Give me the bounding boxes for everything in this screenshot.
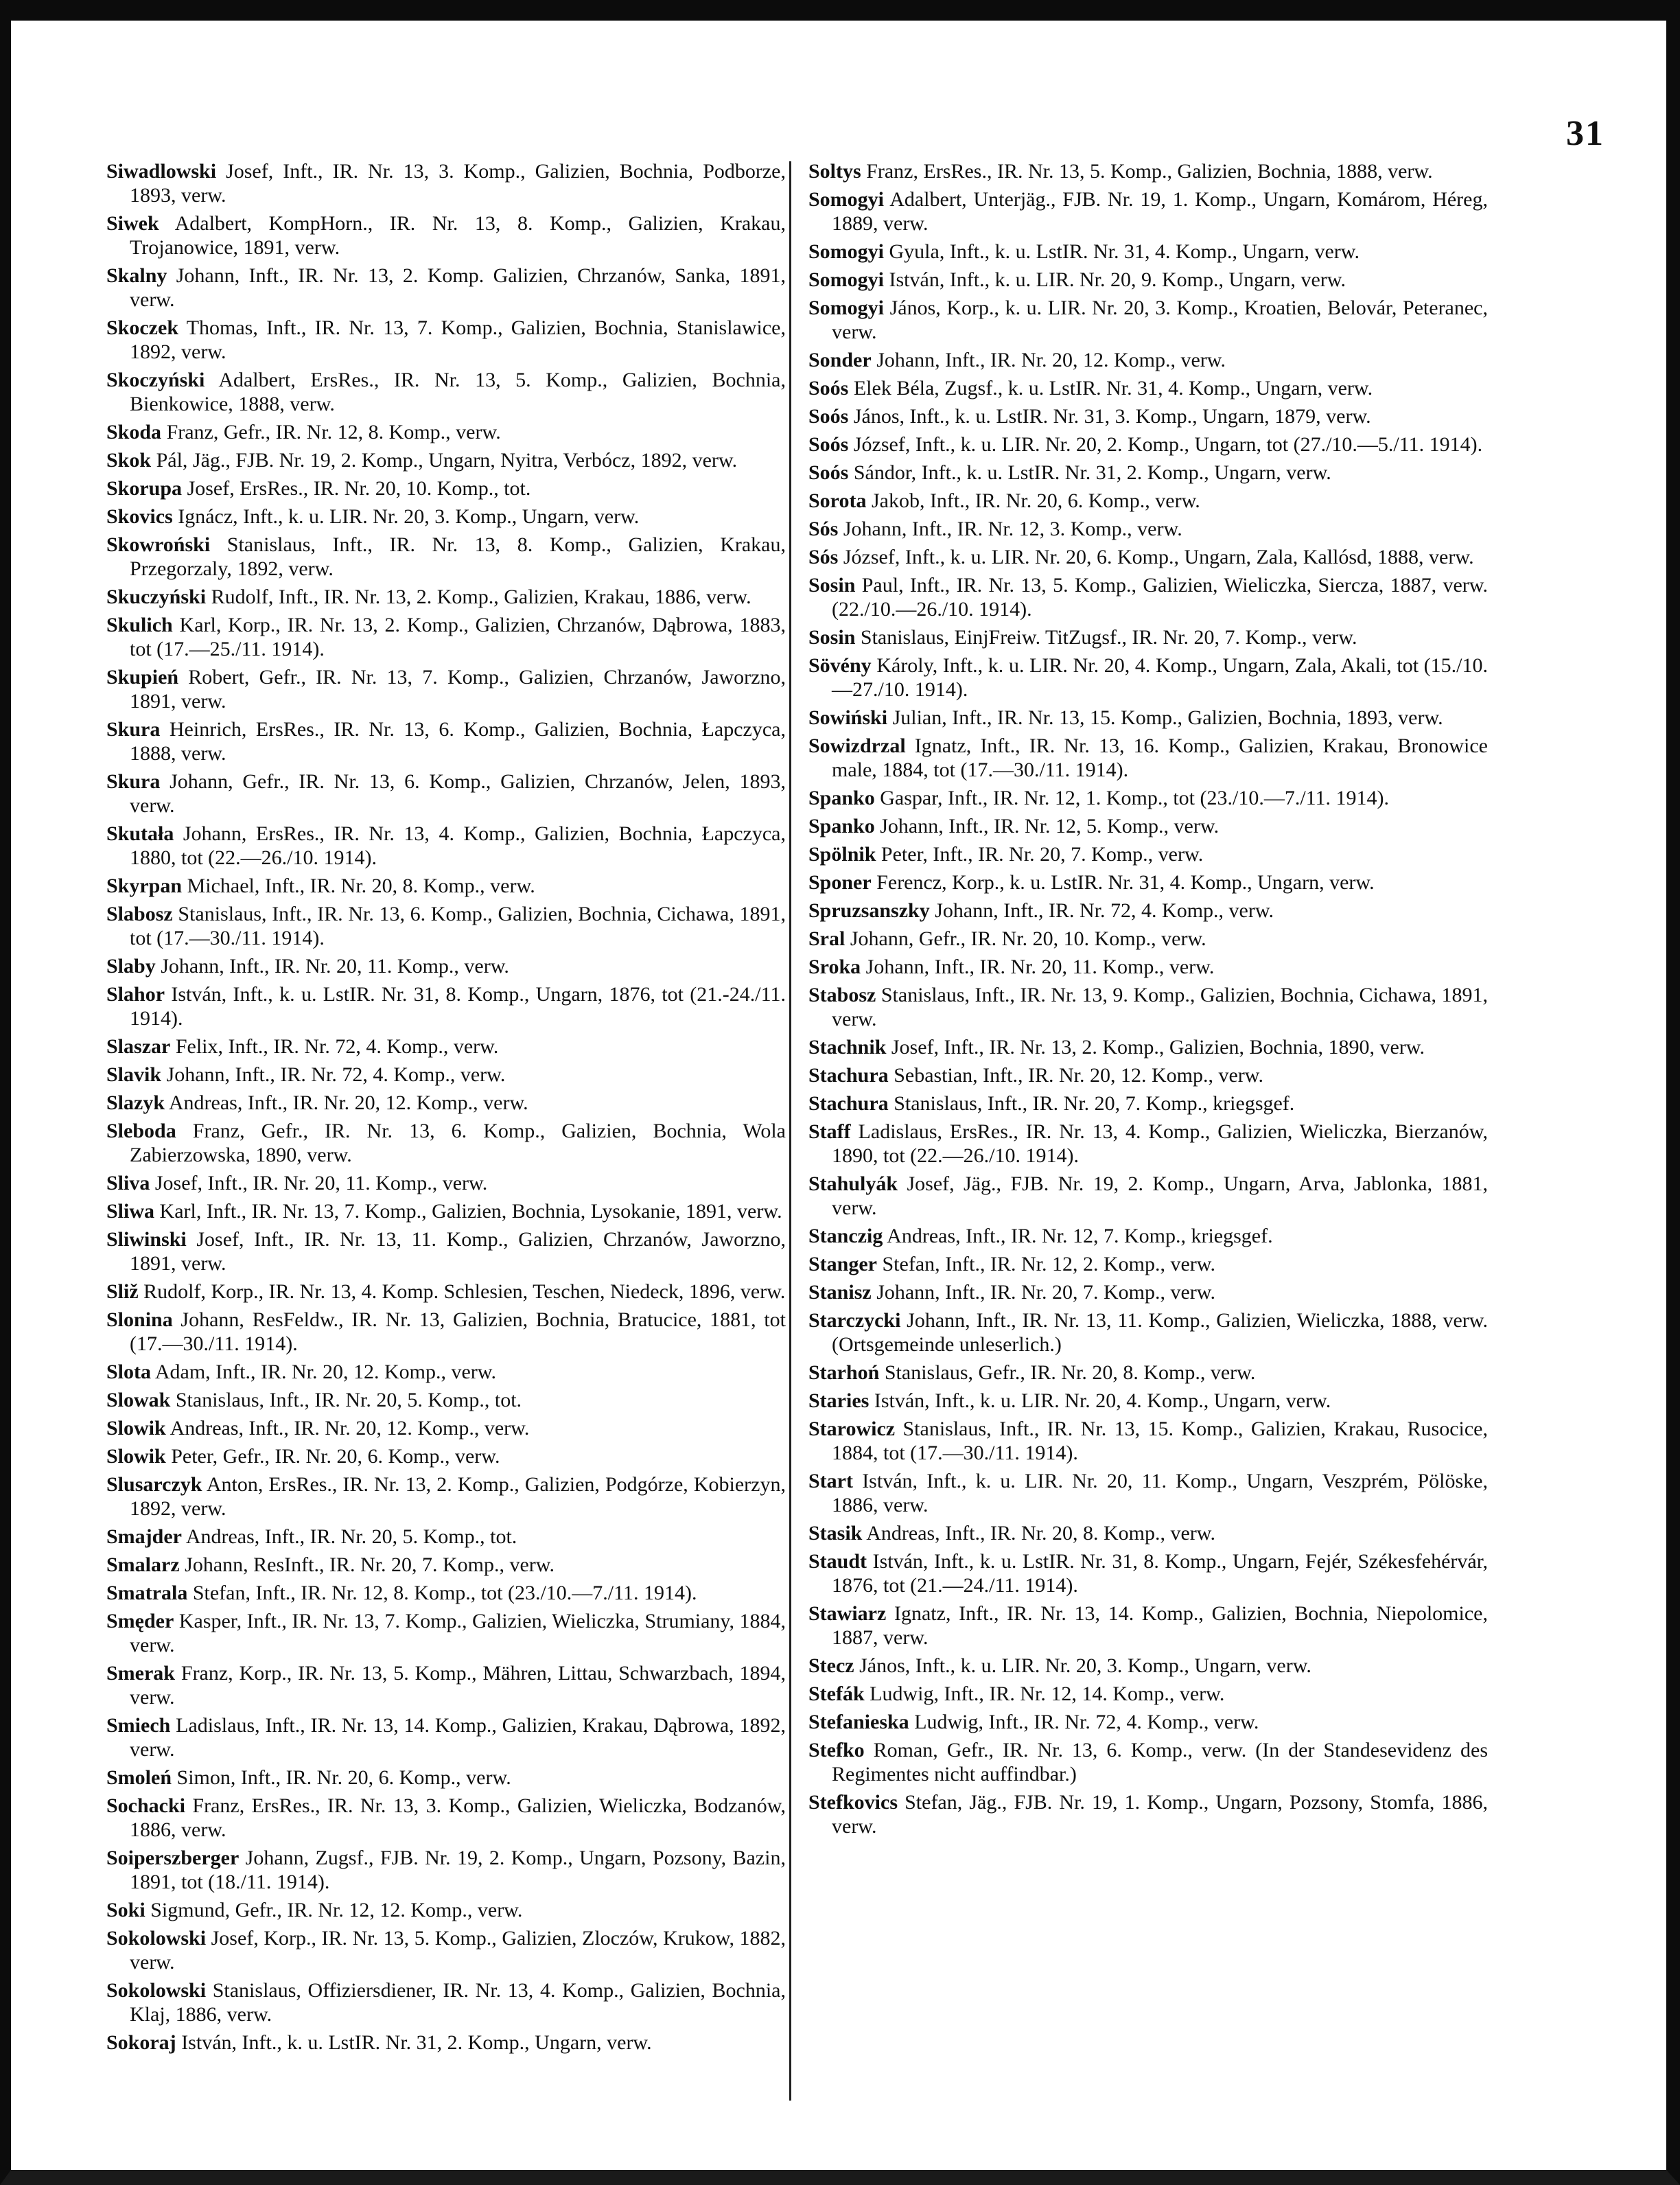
entry-details: Robert, Gefr., IR. Nr. 13, 7. Komp., Galizien, Chrzanów, Jaworzno, 1891, verw. [130,666,786,713]
casualty-entry [106,368,786,416]
casualty-entry [808,1469,1488,1517]
casualty-entry [106,1525,786,1549]
casualty-entry [808,404,1488,428]
entry-details: Johann, Zugsf., FJB. Nr. 19, 2. Komp., Ungarn, Pozsony, Bazin, 1891, tot (18./11. 1914). [130,1847,786,1893]
entry-details: Johann, Gefr., IR. Nr. 20, 10. Komp., verw. [845,927,1206,950]
entry-details: Adalbert, Unterjäg., FJB. Nr. 19, 1. Komp., Ungarn, Komárom, Héreg, 1889, verw. [832,188,1488,235]
entry-surname: Soltys [808,160,861,183]
casualty-entry [808,268,1488,292]
entry-details: Franz, Gefr., IR. Nr. 12, 8. Komp., verw. [161,421,501,443]
casualty-entry [808,187,1488,235]
entry-surname: Stanczig [808,1225,883,1247]
casualty-entry [808,927,1488,951]
casualty-entry [106,982,786,1030]
entry-details: Ladislaus, ErsRes., IR. Nr. 13, 4. Komp., Galizien, Wieliczka, Bierzanów, 1890, tot (22.—26./10. 1914). [832,1120,1488,1167]
entry-surname: Stachura [808,1064,889,1087]
entry-details: Andreas, Inft., IR. Nr. 12, 7. Komp., kriegsgef. [883,1225,1273,1247]
entry-surname: Sliž [106,1280,139,1303]
casualty-entry [106,1227,786,1275]
entry-details: Heinrich, ErsRes., IR. Nr. 13, 6. Komp., Galizien, Bochnia, Łapczyca, 1888, verw. [130,718,786,765]
entry-surname: Staff [808,1120,851,1143]
entry-details: Ignatz, Inft., IR. Nr. 13, 14. Komp., Galizien, Bochnia, Niepolomice, 1887, verw. [832,1602,1488,1649]
entry-details: István, Inft., k. u. LstIR. Nr. 31, 2. Komp., Ungarn, verw. [176,2031,652,2054]
casualty-entry [106,1091,786,1115]
entry-surname: Spanko [808,815,875,837]
entry-details: Josef, ErsRes., IR. Nr. 20, 10. Komp., tot. [182,477,531,500]
entry-details: Johann, Inft., IR. Nr. 20, 12. Komp., verw. [871,349,1226,371]
casualty-entry [808,842,1488,866]
entry-details: Andreas, Inft., IR. Nr. 20, 8. Komp., verw. [862,1522,1216,1545]
casualty-entry [106,770,786,818]
entry-details: Stanislaus, Gefr., IR. Nr. 20, 8. Komp., verw. [879,1361,1256,1384]
casualty-entry [808,461,1488,485]
entry-details: Josef, Inft., IR. Nr. 13, 3. Komp., Galizien, Bochnia, Podborze, 1893, verw. [130,160,786,207]
entry-surname: Staudt [808,1550,867,1573]
casualty-entry [106,1063,786,1087]
entry-details: Peter, Inft., IR. Nr. 20, 7. Komp., verw. [876,843,1204,866]
casualty-entry [106,1034,786,1059]
entry-surname: Siwadlowski [106,160,217,183]
entry-surname: Sochacki [106,1794,186,1817]
entry-details: Stefan, Inft., IR. Nr. 12, 2. Komp., verw. [877,1253,1215,1275]
entry-surname: Starhoń [808,1361,880,1384]
casualty-entry [106,1713,786,1761]
casualty-entry [808,573,1488,621]
casualty-entry [808,240,1488,264]
entry-details: Sándor, Inft., k. u. LstIR. Nr. 31, 2. Komp., Ungarn, verw. [848,461,1331,484]
entry-surname: Slowik [106,1417,166,1440]
entry-surname: Skutała [106,822,174,845]
casualty-entry [808,432,1488,456]
entry-surname: Skorupa [106,477,183,500]
entry-details: István, Inft., k. u. LIR. Nr. 20, 4. Komp., Ungarn, verw. [869,1389,1331,1412]
entry-details: István, Inft., k. u. LIR. Nr. 20, 9. Komp., Ungarn, verw. [884,268,1346,291]
entry-surname: Skura [106,718,161,741]
entry-details: Johann, Gefr., IR. Nr. 13, 6. Komp., Galizien, Chrzanów, Jelen, 1893, verw. [130,770,786,817]
entry-surname: Stanisz [808,1281,872,1304]
entry-details: Stanislaus, Inft., IR. Nr. 13, 8. Komp., Galizien, Krakau, Przegorzaly, 1892, verw. [130,533,786,580]
casualty-entry [106,585,786,609]
casualty-entry [106,1609,786,1657]
casualty-entry [808,1549,1488,1597]
entry-details: Ignatz, Inft., IR. Nr. 13, 16. Komp., Galizien, Krakau, Bronowice male, 1884, tot (17.—30./11. 1914). [832,735,1488,781]
entry-details: Kasper, Inft., IR. Nr. 13, 7. Komp., Galizien, Wieliczka, Strumiany, 1884, verw. [130,1610,786,1656]
casualty-entry [808,376,1488,400]
entry-surname: Skalny [106,264,167,287]
casualty-entry [808,1602,1488,1650]
casualty-entry [106,1199,786,1223]
casualty-entry [808,786,1488,810]
entry-surname: Soós [808,461,849,484]
casualty-entry [106,954,786,978]
entry-surname: Starczycki [808,1309,901,1332]
entry-surname: Smajder [106,1525,182,1548]
entry-details: Stanislaus, Inft., IR. Nr. 13, 9. Komp., Galizien, Bochnia, Cichawa, 1891, verw. [832,984,1488,1030]
entry-details: Josef, Jäg., FJB. Nr. 19, 2. Komp., Ungarn, Arva, Jablonka, 1881, verw. [832,1172,1488,1219]
casualty-entry [106,1472,786,1521]
entry-surname: Slabosz [106,903,173,925]
entry-surname: Soós [808,405,849,428]
casualty-entry [106,1794,786,1842]
casualty-entry [808,1790,1488,1838]
entry-details: Franz, Korp., IR. Nr. 13, 5. Komp., Mähren, Littau, Schwarzbach, 1894, verw. [130,1662,786,1709]
entry-details: Johann, Inft., IR. Nr. 72, 4. Komp., verw. [929,899,1274,922]
entry-surname: Skyrpan [106,875,183,897]
casualty-entry [808,1308,1488,1356]
entry-details: Karl, Korp., IR. Nr. 13, 2. Komp., Galizien, Chrzanów, Dąbrowa, 1883, tot (17.—25./11. 1914). [130,614,786,660]
entry-surname: Sleboda [106,1120,176,1142]
casualty-entry [808,1361,1488,1385]
casualty-entry [106,1280,786,1304]
entry-surname: Somogyi [808,297,885,319]
entry-details: Johann, ErsRes., IR. Nr. 13, 4. Komp., Galizien, Bochnia, Łapczyca, 1880, tot (22.—26./10. 1914). [130,822,786,869]
entry-details: Michael, Inft., IR. Nr. 20, 8. Komp., verw. [182,875,535,897]
entry-details: Franz, ErsRes., IR. Nr. 13, 5. Komp., Galizien, Bochnia, 1888, verw. [861,160,1433,183]
casualty-entry [106,613,786,661]
casualty-entry [106,264,786,312]
casualty-entry [808,955,1488,979]
entry-details: Gyula, Inft., k. u. LstIR. Nr. 31, 4. Komp., Ungarn, verw. [884,240,1360,263]
entry-surname: Sliwinski [106,1228,187,1251]
entry-details: Rudolf, Inft., IR. Nr. 13, 2. Komp., Galizien, Krakau, 1886, verw. [206,586,751,608]
entry-details: Johann, Inft., IR. Nr. 13, 11. Komp., Galizien, Wieliczka, 1888, verw. (Ortsgemeinde unleserlich.) [832,1309,1488,1356]
entry-surname: Slonina [106,1308,173,1331]
entry-details: Simon, Inft., IR. Nr. 20, 6. Komp., verw. [172,1766,511,1789]
entry-details: Roman, Gefr., IR. Nr. 13, 6. Komp., verw. (In der Standesevidenz des Regimentes nicht auffindbar.) [832,1739,1488,1785]
casualty-entry [106,1388,786,1412]
casualty-entry [808,1091,1488,1115]
entry-surname: Staries [808,1389,870,1412]
entry-surname: Slusarczyk [106,1473,202,1496]
entry-surname: Sowizdrzal [808,735,906,757]
casualty-entry [106,1171,786,1195]
entry-details: Julian, Inft., IR. Nr. 13, 15. Komp., Galizien, Bochnia, 1893, verw. [887,706,1443,729]
casualty-entry [808,1521,1488,1545]
entry-details: Elek Béla, Zugsf., k. u. LstIR. Nr. 31, 4. Komp., Ungarn, verw. [848,377,1373,400]
casualty-entry [106,874,786,898]
entry-surname: Siwek [106,212,159,235]
casualty-entry [808,159,1488,183]
entry-surname: Spanko [808,787,875,809]
entry-details: Stanislaus, Inft., IR. Nr. 20, 5. Komp., tot. [170,1389,522,1411]
entry-surname: Slazyk [106,1091,165,1114]
entry-details: Johann, Inft., IR. Nr. 72, 4. Komp., verw. [161,1063,506,1086]
entry-details: Josef, Inft., IR. Nr. 13, 11. Komp., Galizien, Chrzanów, Jaworzno, 1891, verw. [130,1228,786,1275]
entry-surname: Skura [106,770,161,793]
entry-surname: Slowik [106,1445,166,1468]
entry-surname: Sokolowski [106,1979,207,2002]
entry-surname: Somogyi [808,188,885,211]
entry-details: Rudolf, Korp., IR. Nr. 13, 4. Komp. Schlesien, Teschen, Niedeck, 1896, verw. [138,1280,786,1303]
casualty-entry [106,1978,786,2026]
entry-details: József, Inft., k. u. LIR. Nr. 20, 6. Komp., Ungarn, Zala, Kallósd, 1888, verw. [838,546,1474,568]
entry-surname: Stasik [808,1522,863,1545]
entry-details: Josef, Inft., IR. Nr. 20, 11. Komp., verw. [150,1172,488,1194]
casualty-entry [106,420,786,444]
entry-surname: Stefák [808,1683,865,1705]
casualty-entry [808,1654,1488,1678]
entry-surname: Stabosz [808,984,876,1006]
entry-surname: Sosin [808,626,856,649]
casualty-entry [808,706,1488,730]
entry-details: Johann, ResFeldw., IR. Nr. 13, Galizien, Bochnia, Bratucice, 1881, tot (17.—30./11. 1914). [130,1308,786,1355]
casualty-entry [808,625,1488,649]
casualty-entry [106,717,786,765]
entry-details: István, Inft., k. u. LstIR. Nr. 31, 8. Komp., Ungarn, 1876, tot (21.-24./11. 1914). [130,983,786,1030]
entry-surname: Sponer [808,871,872,894]
entry-surname: Somogyi [808,240,885,263]
entry-surname: Smiech [106,1714,171,1737]
column-divider [789,161,791,2101]
casualty-entry [106,1553,786,1577]
entry-details: Pál, Jäg., FJB. Nr. 19, 2. Komp., Ungarn, Nyitra, Verbócz, 1892, verw. [151,449,738,472]
entry-details: Thomas, Inft., IR. Nr. 13, 7. Komp., Galizien, Bochnia, Stanislawice, 1892, verw. [130,316,786,363]
entry-surname: Stecz [808,1654,854,1677]
casualty-entry [808,348,1488,372]
casualty-entry [106,1926,786,1974]
casualty-entry [106,1119,786,1167]
entry-surname: Sliwa [106,1200,155,1223]
casualty-entry [808,1280,1488,1304]
casualty-entry [106,476,786,500]
casualty-entry [808,1224,1488,1248]
entry-details: Stanislaus, Inft., IR. Nr. 13, 6. Komp., Galizien, Bochnia, Cichawa, 1891, tot (17.—30./11. 1914). [130,903,786,949]
entry-surname: Stanger [808,1253,877,1275]
entry-surname: Sokoraj [106,2031,176,2054]
entry-surname: Sorota [808,489,867,512]
entry-surname: Spruzsanszky [808,899,930,922]
entry-details: Johann, Inft., IR. Nr. 20, 7. Komp., verw. [871,1281,1216,1304]
entry-details: Andreas, Inft., IR. Nr. 20, 12. Komp., verw. [165,1417,530,1440]
entry-details: Josef, Korp., IR. Nr. 13, 5. Komp., Galizien, Zloczów, Krukow, 1882, verw. [130,1927,786,1974]
entry-surname: Sroka [808,956,861,978]
casualty-entry [808,899,1488,923]
casualty-entry [808,489,1488,513]
entry-surname: Skupień [106,666,179,689]
entry-details: Johann, Inft., IR. Nr. 20, 11. Komp., verw. [155,955,509,978]
entry-details: János, Inft., k. u. LIR. Nr. 20, 3. Komp., Ungarn, verw. [854,1654,1311,1677]
entry-surname: Sonder [808,349,872,371]
casualty-entry [106,1846,786,1894]
casualty-entry [106,902,786,950]
casualty-entry [808,1417,1488,1465]
entry-details: Johann, ResInft., IR. Nr. 20, 7. Komp., verw. [179,1553,555,1576]
entry-details: Johann, Inft., IR. Nr. 12, 3. Komp., verw. [838,518,1182,540]
entry-surname: Stahulyák [808,1172,898,1195]
entry-surname: Stawiarz [808,1602,887,1625]
entry-details: Stefan, Jäg., FJB. Nr. 19, 1. Komp., Ungarn, Pozsony, Stomfa, 1886, verw. [832,1791,1488,1838]
entry-surname: Slahor [106,983,165,1006]
casualty-entry [106,1898,786,1922]
entry-surname: Smerak [106,1662,175,1685]
entry-details: Franz, ErsRes., IR. Nr. 13, 3. Komp., Galizien, Wieliczka, Bodzanów, 1886, verw. [130,1794,786,1841]
entry-details: Stanislaus, Inft., IR. Nr. 13, 15. Komp., Galizien, Krakau, Rusocice, 1884, tot (17.—30./11. 1914). [832,1418,1488,1464]
entry-details: Johann, Inft., IR. Nr. 13, 2. Komp. Galizien, Chrzanów, Sanka, 1891, verw. [130,264,786,311]
casualty-entry [106,211,786,259]
casualty-entry [106,2031,786,2055]
entry-surname: Soós [808,433,849,456]
casualty-entry [106,159,786,207]
entry-details: János, Inft., k. u. LstIR. Nr. 31, 3. Komp., Ungarn, 1879, verw. [848,405,1371,428]
entry-details: János, Korp., k. u. LIR. Nr. 20, 3. Komp., Kroatien, Belovár, Peteranec, verw. [832,297,1488,343]
entry-surname: Smalarz [106,1553,180,1576]
entry-details: Franz, Gefr., IR. Nr. 13, 6. Komp., Galizien, Bochnia, Wola Zabierzowska, 1890, verw. [130,1120,786,1166]
casualty-entry [106,1360,786,1384]
entry-surname: Slavik [106,1063,162,1086]
entry-details: Sebastian, Inft., IR. Nr. 20, 12. Komp., verw. [888,1064,1264,1087]
casualty-entry [808,1710,1488,1734]
entry-details: Ignácz, Inft., k. u. LIR. Nr. 20, 3. Komp., Ungarn, verw. [172,505,640,528]
entry-details: Adam, Inft., IR. Nr. 20, 12. Komp., verw. [151,1361,497,1383]
entry-surname: Soki [106,1899,145,1921]
entry-details: István, Inft., k. u. LstIR. Nr. 31, 8. Komp., Ungarn, Fejér, Székesfehérvár, 1876, tot (21.—24./11. 1914). [832,1550,1488,1597]
entry-surname: Slota [106,1361,152,1383]
casualty-entry [808,1035,1488,1059]
casualty-entry [106,665,786,713]
entry-surname: Skowroński [106,533,211,556]
casualty-entry [808,1738,1488,1786]
casualty-entry [106,1661,786,1709]
entry-surname: Sövény [808,654,872,677]
entry-surname: Skovics [106,505,173,528]
entry-surname: Stefanieska [808,1711,909,1733]
casualty-entry [808,870,1488,894]
casualty-entry [106,1581,786,1605]
entry-details: Stanislaus, Inft., IR. Nr. 20, 7. Komp., kriegsgef. [888,1092,1295,1115]
entry-details: Johann, Inft., IR. Nr. 12, 5. Komp., verw. [874,815,1220,837]
casualty-entry [106,1308,786,1356]
casualty-entry [808,734,1488,782]
entry-details: Karl, Inft., IR. Nr. 13, 7. Komp., Galizien, Bochnia, Lysokanie, 1891, verw. [154,1200,782,1223]
entry-surname: Sliva [106,1172,150,1194]
entry-details: Andreas, Inft., IR. Nr. 20, 5. Komp., tot. [181,1525,517,1548]
casualty-entry [808,654,1488,702]
entry-surname: Skoczek [106,316,178,339]
entry-surname: Starowicz [808,1418,896,1440]
casualty-entry [808,1063,1488,1087]
entry-details: Károly, Inft., k. u. LIR. Nr. 20, 4. Komp., Ungarn, Zala, Akali, tot (15./10.—27./10. 1914). [832,654,1488,701]
casualty-entry [808,1389,1488,1413]
casualty-entry [808,1120,1488,1168]
entry-details: Stanislaus, Offiziersdiener, IR. Nr. 13, 4. Komp., Galizien, Bochnia, Klaj, 1886, verw. [130,1979,786,2026]
entry-details: Jakob, Inft., IR. Nr. 20, 6. Komp., verw. [866,489,1200,512]
entry-surname: Skok [106,449,152,472]
casualty-entry [106,1444,786,1468]
casualty-entry [808,1682,1488,1706]
entry-surname: Skoda [106,421,162,443]
entry-surname: Smoleń [106,1766,172,1789]
casualty-entry [106,1766,786,1790]
entry-details: Felix, Inft., IR. Nr. 72, 4. Komp., verw. [170,1035,499,1058]
right-column [808,159,1488,1842]
casualty-entry [808,983,1488,1031]
entry-details: József, Inft., k. u. LIR. Nr. 20, 2. Komp., Ungarn, tot (27./10.—5./11. 1914). [848,433,1483,456]
casualty-entry [808,814,1488,838]
entry-details: Gaspar, Inft., IR. Nr. 12, 1. Komp., tot (23./10.—7./11. 1914). [874,787,1390,809]
entry-surname: Start [808,1470,853,1492]
entry-details: Ladislaus, Inft., IR. Nr. 13, 14. Komp., Galizien, Krakau, Dąbrowa, 1892, verw. [130,1714,786,1761]
entry-surname: Sós [808,546,839,568]
entry-surname: Skulich [106,614,173,636]
casualty-entry [106,822,786,870]
entry-details: Johann, Inft., IR. Nr. 20, 11. Komp., verw. [861,956,1215,978]
entry-surname: Slowak [106,1389,171,1411]
entry-surname: Slaby [106,955,156,978]
page-number: 31 [1566,114,1605,153]
entry-surname: Sós [808,518,839,540]
entry-surname: Skoczyński [106,369,205,391]
entry-details: Stanislaus, EinjFreiw. TitZugsf., IR. Nr. 20, 7. Komp., verw. [855,626,1357,649]
entry-surname: Stachnik [808,1036,887,1059]
casualty-entry [808,296,1488,344]
entry-details: Paul, Inft., IR. Nr. 13, 5. Komp., Galizien, Wieliczka, Siercza, 1887, verw. (22./10.—26./10. 1914). [832,574,1488,621]
entry-surname: Stachura [808,1092,889,1115]
entry-details: Sigmund, Gefr., IR. Nr. 12, 12. Komp., verw. [145,1899,523,1921]
entry-surname: Smatrala [106,1582,188,1604]
casualty-entry [106,505,786,529]
entry-details: István, Inft., k. u. LIR. Nr. 20, 11. Komp., Ungarn, Veszprém, Pölöske, 1886, verw. [832,1470,1488,1516]
entry-surname: Skuczyński [106,586,207,608]
casualty-entry [106,316,786,364]
entry-details: Ludwig, Inft., IR. Nr. 12, 14. Komp., verw. [864,1683,1225,1705]
entry-details: Peter, Gefr., IR. Nr. 20, 6. Komp., verw. [165,1445,500,1468]
entry-details: Andreas, Inft., IR. Nr. 20, 12. Komp., verw. [165,1091,528,1114]
casualty-entry [106,533,786,581]
casualty-entry [106,1416,786,1440]
entry-surname: Stefkovics [808,1791,898,1814]
entry-details: Ludwig, Inft., IR. Nr. 72, 4. Komp., verw. [909,1711,1259,1733]
entry-details: Adalbert, KompHorn., IR. Nr. 13, 8. Komp., Galizien, Krakau, Trojanowice, 1891, verw. [130,212,786,259]
entry-details: Ferencz, Korp., k. u. LstIR. Nr. 31, 4. Komp., Ungarn, verw. [871,871,1375,894]
casualty-entry [808,517,1488,541]
left-column [106,159,786,2059]
entry-surname: Sosin [808,574,856,597]
entry-surname: Spölnik [808,843,876,866]
entry-surname: Soiperszberger [106,1847,240,1869]
casualty-entry [808,1172,1488,1220]
entry-surname: Slaszar [106,1035,171,1058]
entry-surname: Stefko [808,1739,865,1761]
casualty-entry [808,545,1488,569]
casualty-entry [106,448,786,472]
entry-details: Adalbert, ErsRes., IR. Nr. 13, 5. Komp., Galizien, Bochnia, Bienkowice, 1888, verw. [130,369,786,415]
entry-details: Josef, Inft., IR. Nr. 13, 2. Komp., Galizien, Bochnia, 1890, verw. [886,1036,1425,1059]
entry-surname: Soós [808,377,849,400]
entry-surname: Smęder [106,1610,174,1632]
entry-details: Stefan, Inft., IR. Nr. 12, 8. Komp., tot (23./10.—7./11. 1914). [187,1582,697,1604]
entry-surname: Sokolowski [106,1927,207,1950]
entry-surname: Sral [808,927,845,950]
entry-surname: Somogyi [808,268,885,291]
entry-surname: Sowiński [808,706,888,729]
casualty-entry [808,1252,1488,1276]
entry-details: Anton, ErsRes., IR. Nr. 13, 2. Komp., Galizien, Podgórze, Kobierzyn, 1892, verw. [130,1473,786,1520]
